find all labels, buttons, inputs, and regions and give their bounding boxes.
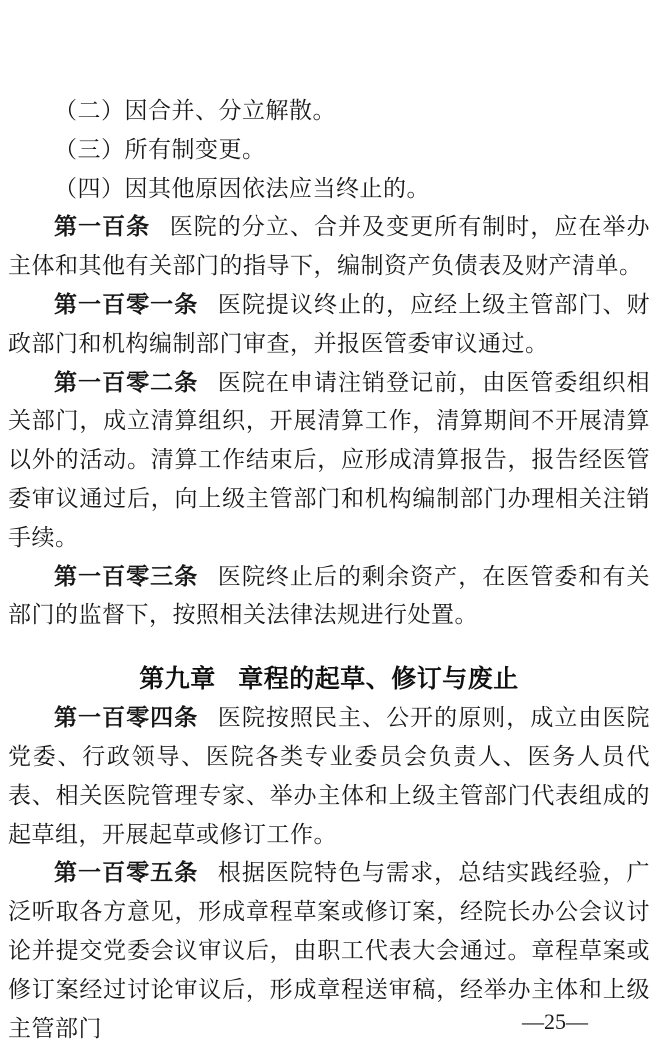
list-item: [8, 92, 650, 131]
article-paragraph: [8, 286, 650, 364]
list-item-text: （二）因合并、分立解散。: [54, 98, 336, 123]
article-number: 第一百零三条: [54, 563, 199, 589]
page-number: —25—: [522, 1009, 588, 1034]
list-item-text: （四）因其他原因依法应当终止的。: [54, 175, 430, 201]
list-item: [8, 131, 650, 170]
article-paragraph: [8, 208, 650, 286]
article-number: 第一百零一条: [54, 291, 199, 317]
article-text: 根据医院特色与需求，总结实践经验，广泛听取各方意见，形成章程草案或修订案，经院长办公会议讨论并提交党委会议审议后，由职工代表大会通过。章程草案或修订案经过讨论审议后，形成章程送审稿，经举办主体和上级主管部门: [8, 860, 651, 1041]
list-item: [8, 170, 650, 209]
article-text: 医院的分立、合并及变更所有制时，应在举办主体和其他有关部门的指导下，编制资产负债表及财产清单。: [8, 214, 651, 279]
article-number: 第一百零四条: [54, 705, 199, 731]
chapter-number: 第九章: [139, 665, 216, 694]
article-number: 第一百零二条: [54, 369, 199, 395]
article-paragraph: [8, 699, 650, 854]
list-item-text: （三）所有制变更。: [54, 136, 266, 162]
article-number: 第一百零五条: [54, 860, 199, 886]
article-paragraph: [8, 558, 650, 636]
article-number: 第一百条: [54, 214, 151, 240]
article-text: 医院提议终止的，应经上级主管部门、财政部门和机构编制部门审查，并报医管委审议通过。: [8, 291, 651, 356]
article-text: 医院终止后的剩余资产，在医管委和有关部门的监督下，按照相关法律法规进行处置。: [8, 563, 651, 628]
chapter-title: 章程的起草、修订与废止: [238, 665, 519, 694]
chapter-heading: [8, 659, 650, 699]
article-paragraph: [8, 364, 650, 558]
article-text: 医院在申请注销登记前，由医管委组织相关部门，成立清算组织，开展清算工作，清算期间不开展清算以外的活动。清算工作结束后，应形成清算报告，报告经医管委审议通过后，向上级主管部门和机构编制部门办理相关注销手续。: [8, 369, 651, 550]
article-text: 医院按照民主、公开的原则，成立由医院党委、行政领导、医院各类专业委员会负责人、医务人员代表、相关医院管理专家、举办主体和上级主管部门代表组成的起草组，开展起草或修订工作。: [8, 705, 651, 847]
